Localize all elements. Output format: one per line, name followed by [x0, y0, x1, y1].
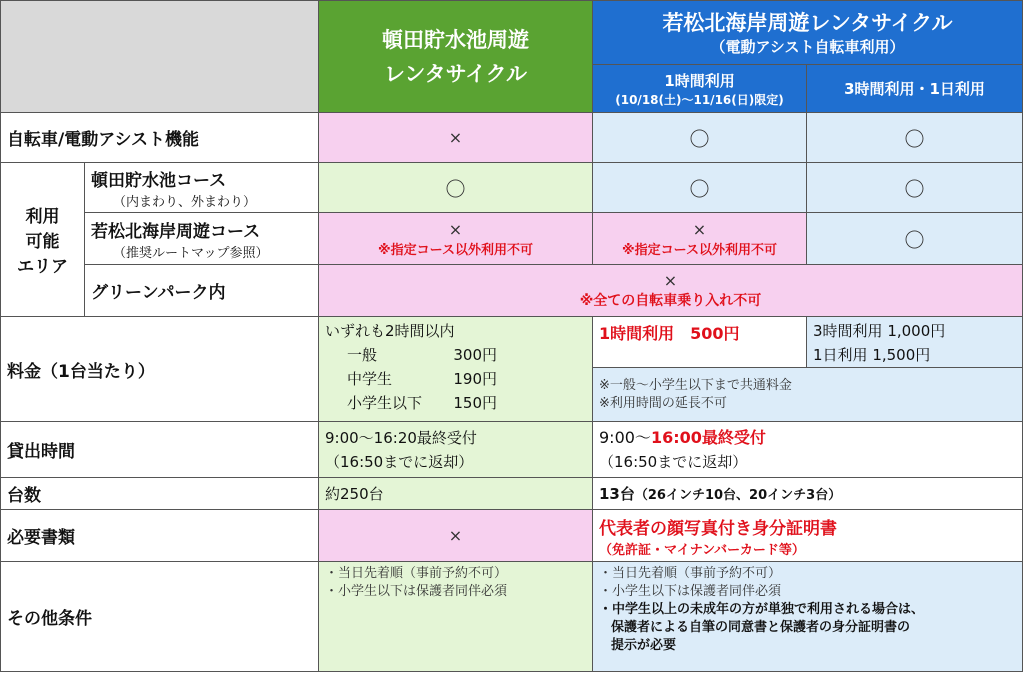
area-label-1: 利用 — [25, 207, 60, 227]
row-label-hours: 貸出時間 — [1, 422, 319, 478]
other-b-line4: 保護者による自筆の同意書と保護者の身分証明書の — [611, 620, 911, 635]
course2-col-a-note: ※指定コース以外利用不可 — [378, 242, 533, 258]
course1-label-cell — [85, 163, 319, 213]
header-col-b2: 3時間利用・1日利用 — [807, 65, 1023, 113]
park-label: グリーンパーク内 — [85, 265, 319, 317]
fee-a-line1: いずれも2時間以内 — [325, 322, 455, 340]
header-col-a-line2: レンタサイクル — [383, 61, 528, 86]
row-label-other: その他条件 — [1, 562, 319, 672]
header-col-a — [319, 1, 593, 113]
hours-a-line2: （16:50までに返却） — [325, 452, 474, 471]
hours-b-line1-red: 16:00最終受付 — [650, 427, 766, 447]
fee-b-note2: ※利用時間の延長不可 — [599, 395, 727, 411]
park-note: ※全ての自転車乗り入れ不可 — [579, 293, 762, 309]
header-col-b1-label: 1時間利用 — [664, 71, 735, 90]
header-col-b-subtitle: （電動アシスト自転車利用） — [710, 37, 905, 56]
fee-col-a — [319, 317, 593, 422]
count-col-a: 約250台 — [319, 478, 593, 510]
fee-a-child-price: 150円 — [453, 394, 497, 412]
hours-col-a — [319, 422, 593, 478]
other-col-b — [593, 562, 1023, 672]
fee-b2-line2-label: 1日利用 — [813, 346, 868, 364]
header-corner — [1, 1, 319, 113]
other-b-line5: 提示が必要 — [611, 638, 677, 653]
assist-col-b1: 〇 — [593, 113, 807, 163]
park-all-cols — [319, 265, 1023, 317]
area-label-3: エリア — [17, 257, 68, 277]
course2-label-cell — [85, 213, 319, 265]
fee-b1-text: 1時間利用 500円 — [599, 324, 740, 343]
fee-a-general — [325, 343, 586, 367]
docs-b-sub: （免許証・マイナンバーカード等） — [599, 542, 805, 558]
fee-b2-line1-label: 3時間利用 — [813, 322, 883, 340]
hours-a-line1: 9:00〜16:20最終受付 — [325, 428, 477, 447]
row-label-docs: 必要書類 — [1, 510, 319, 562]
other-b-line2: ・小学生以下は保護者同伴必須 — [599, 584, 782, 599]
other-a-line2: ・小学生以下は保護者同伴必須 — [325, 584, 508, 599]
header-col-b — [593, 1, 1023, 65]
docs-col-a: × — [319, 510, 593, 562]
hours-col-b — [593, 422, 1023, 478]
course1-label: 頓田貯水池コース — [91, 170, 227, 191]
row-label-assist: 自転車/電動アシスト機能 — [1, 113, 319, 163]
count-b-sub: （26インチ10台、20インチ3台） — [634, 488, 842, 503]
assist-col-a: × — [319, 113, 593, 163]
count-b-main: 13台 — [599, 485, 635, 503]
fee-b-note1: ※一般〜小学生以下まで共通料金 — [599, 377, 792, 393]
fee-col-b-notes — [593, 368, 1023, 422]
course2-label: 若松北海岸周遊コース — [91, 221, 261, 242]
fee-a-junior-price: 190円 — [453, 370, 497, 388]
hours-b-line1-pre: 9:00〜 — [599, 427, 651, 447]
course1-col-a: 〇 — [319, 163, 593, 213]
park-mark: × — [663, 271, 678, 290]
docs-b-main: 代表者の顔写真付き身分証明書 — [599, 518, 837, 539]
course2-sub: （推奨ルートマップ参照） — [113, 245, 269, 261]
hours-b-line2: （16:50までに返却） — [599, 452, 748, 471]
course2-col-b2: 〇 — [807, 213, 1023, 265]
fee-a-junior — [325, 367, 586, 391]
fee-b2-line2 — [813, 343, 1016, 367]
course2-col-a-mark: × — [448, 219, 463, 239]
fee-a-junior-label: 中学生 — [347, 370, 393, 388]
header-col-a-line1: 頓田貯水池周遊 — [382, 27, 529, 52]
other-col-a — [319, 562, 593, 672]
course1-sub: （内まわり、外まわり） — [113, 194, 257, 210]
fee-col-b1 — [593, 317, 807, 368]
row-label-count: 台数 — [1, 478, 319, 510]
header-col-b1 — [593, 65, 807, 113]
header-col-b-title: 若松北海岸周遊レンタサイクル — [662, 10, 953, 35]
row-label-area — [1, 163, 85, 317]
fee-col-b2 — [807, 317, 1023, 368]
course2-col-b1-note: ※指定コース以外利用不可 — [622, 242, 777, 258]
fee-b2-line2-price: 1,500円 — [872, 346, 931, 364]
course2-col-a — [319, 213, 593, 265]
course1-col-b2: 〇 — [807, 163, 1023, 213]
course2-col-b1 — [593, 213, 807, 265]
fee-a-general-price: 300円 — [453, 346, 497, 364]
fee-a-child-label: 小学生以下 — [347, 394, 423, 412]
fee-b2-line1-price: 1,000円 — [887, 322, 946, 340]
hours-b-line1 — [599, 426, 1016, 450]
count-col-b — [593, 478, 1023, 510]
row-label-fee: 料金（1台当たり） — [1, 317, 319, 422]
course2-col-b1-mark: × — [692, 219, 707, 239]
other-b-line3: ・中学生以上の未成年の方が単独で利用される場合は、 — [599, 602, 925, 617]
other-a-line1: ・当日先着順（事前予約不可） — [325, 566, 508, 581]
area-label-2: 可能 — [25, 232, 60, 252]
docs-col-b — [593, 510, 1023, 562]
other-b-line1: ・当日先着順（事前予約不可） — [599, 566, 782, 581]
fee-b2-line1 — [813, 319, 1016, 343]
course1-col-b1: 〇 — [593, 163, 807, 213]
fee-a-general-label: 一般 — [347, 346, 378, 364]
header-col-b1-sub: (10/18(土)〜11/16(日)限定) — [615, 92, 784, 107]
assist-col-b2: 〇 — [807, 113, 1023, 163]
fee-a-child — [325, 391, 586, 415]
